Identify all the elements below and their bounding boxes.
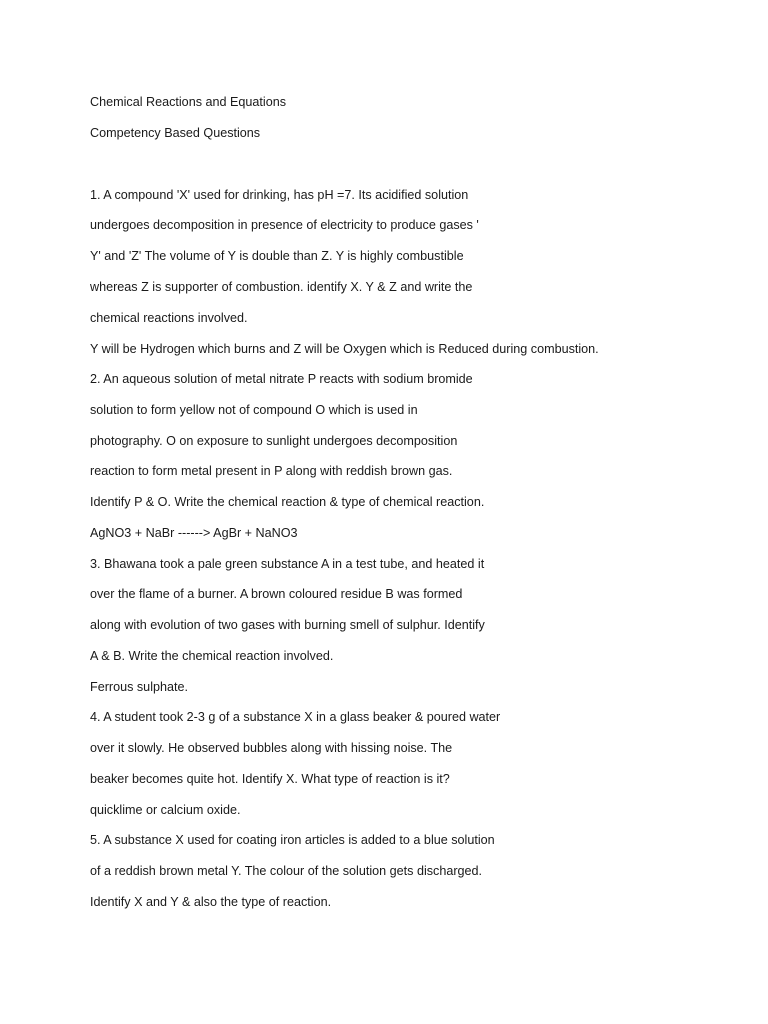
question-1-line-1: 1. A compound 'X' used for drinking, has pH =7. Its acidified solution — [90, 188, 469, 202]
document-title: Chemical Reactions and Equations — [90, 95, 287, 109]
question-4-line-2: over it slowly. He observed bubbles along with hissing noise. The — [90, 741, 453, 755]
question-4-line-3: beaker becomes quite hot. Identify X. What type of reaction is it? — [90, 772, 450, 786]
question-2-line-1: 2. An aqueous solution of metal nitrate P reacts with sodium bromide — [90, 372, 473, 386]
answer-2: AgNO3 + NaBr ------> AgBr + NaNO3 — [90, 526, 298, 540]
question-2-line-5: Identify P & O. Write the chemical reaction & type of chemical reaction. — [90, 495, 485, 509]
document-subtitle: Competency Based Questions — [90, 126, 261, 140]
answer-4: quicklime or calcium oxide. — [90, 803, 241, 817]
answer-1: Y will be Hydrogen which burns and Z will be Oxygen which is Reduced during combustion. — [90, 342, 599, 356]
question-1-line-3: Y' and 'Z' The volume of Y is double than Z. Y is highly combustible — [90, 249, 464, 263]
question-1-line-2: undergoes decomposition in presence of electricity to produce gases ' — [90, 218, 479, 232]
question-3-line-3: along with evolution of two gases with burning smell of sulphur. Identify — [90, 618, 485, 632]
question-2-line-2: solution to form yellow not of compound O which is used in — [90, 403, 418, 417]
question-5-line-3: Identify X and Y & also the type of reaction. — [90, 895, 332, 909]
question-2-line-3: photography. O on exposure to sunlight undergoes decomposition — [90, 434, 458, 448]
answer-3: Ferrous sulphate. — [90, 680, 189, 694]
question-4-line-1: 4. A student took 2-3 g of a substance X in a glass beaker & poured water — [90, 710, 501, 724]
question-1-line-5: chemical reactions involved. — [90, 311, 248, 325]
question-5-line-2: of a reddish brown metal Y. The colour of the solution gets discharged. — [90, 864, 483, 878]
question-3-line-1: 3. Bhawana took a pale green substance A in a test tube, and heated it — [90, 557, 485, 571]
question-3-line-2: over the flame of a burner. A brown coloured residue B was formed — [90, 587, 463, 601]
question-5-line-1: 5. A substance X used for coating iron articles is added to a blue solution — [90, 833, 495, 847]
question-2-line-4: reaction to form metal present in P along with reddish brown gas. — [90, 464, 453, 478]
question-3-line-4: A & B. Write the chemical reaction involved. — [90, 649, 334, 663]
question-1-line-4: whereas Z is supporter of combustion. identify X. Y & Z and write the — [90, 280, 473, 294]
